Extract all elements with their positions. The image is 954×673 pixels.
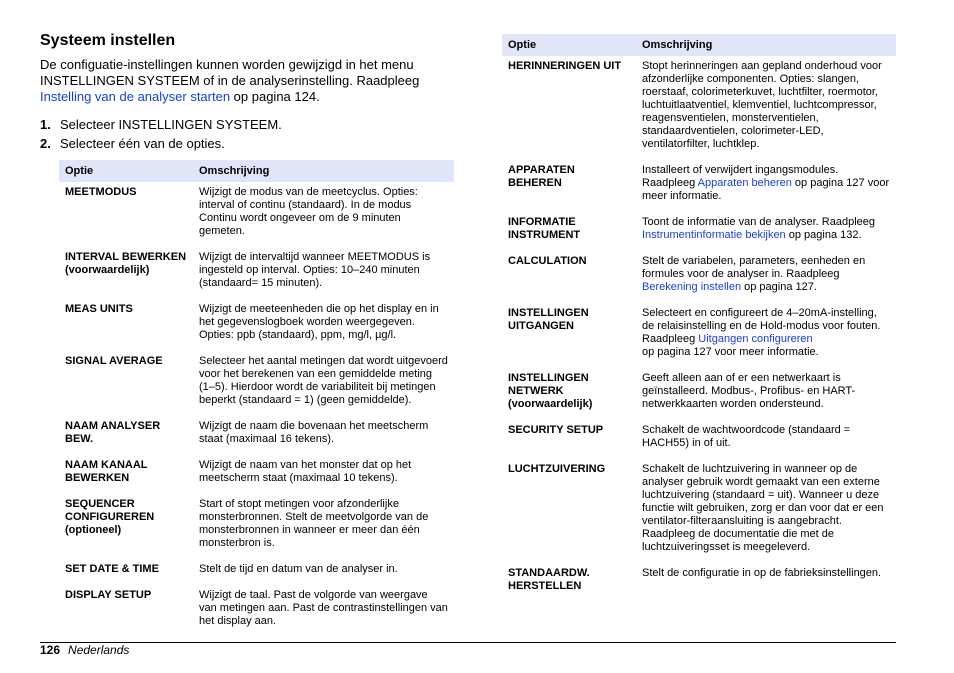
step-1 bbox=[40, 117, 282, 133]
table-row bbox=[59, 247, 454, 299]
cross-reference-link[interactable]: Uitgangen configureren bbox=[698, 333, 813, 345]
option-name: SET DATE & TIME bbox=[65, 563, 159, 575]
description-text-after: op pagina 132. bbox=[785, 229, 862, 241]
description-text-after: op pagina 127 voor meer informatie. bbox=[642, 177, 890, 202]
description-text: Selecteert en configureert de 4–20mA-instelling, de relaisinstelling en de Hold-modus voor fouten. Raadpleeg bbox=[642, 307, 881, 345]
table-row bbox=[59, 585, 454, 637]
description-text: Installeert of verwijdert ingangsmodules. Raadpleeg bbox=[642, 164, 839, 189]
footer-language: Nederlands bbox=[68, 643, 130, 657]
description-text: Stelt de variabelen, parameters, eenheden en formules voor de analyser in. Raadpleeg bbox=[642, 255, 866, 280]
table-row bbox=[59, 416, 454, 455]
options-table-left bbox=[59, 160, 454, 637]
header-option: Optie bbox=[59, 160, 193, 182]
cross-reference-link[interactable]: Apparaten beheren bbox=[697, 177, 792, 189]
table-row bbox=[502, 368, 896, 420]
option-description: Wijzigt de naam van het monster dat op het meetscherm staat (maximaal 10 tekens). bbox=[199, 459, 412, 484]
table-row bbox=[502, 563, 896, 602]
table-row bbox=[502, 420, 896, 459]
intro-text: De configuatie-instellingen kunnen worden gewijzigd in het menu INSTELLINGEN SYSTEEM of in de analyserinstelling. Raadpleeg bbox=[40, 57, 420, 88]
option-name: SEQUENCER CONFIGUREREN (optioneel) bbox=[65, 498, 155, 536]
step-number: 2. bbox=[40, 136, 51, 151]
table-header-row bbox=[502, 34, 896, 56]
header-description: Omschrijving bbox=[636, 34, 896, 56]
table-header-row bbox=[59, 160, 454, 182]
option-description bbox=[636, 160, 896, 212]
option-description bbox=[636, 303, 896, 368]
option-description bbox=[636, 212, 896, 251]
description-text: Toont de informatie van de analyser. Raadpleeg bbox=[642, 216, 875, 228]
cross-reference-link[interactable]: Berekening instellen bbox=[642, 281, 742, 293]
table-row bbox=[502, 459, 896, 563]
step-text: Selecteer INSTELLINGEN SYSTEEM. bbox=[60, 117, 282, 132]
option-name: STANDAARDW. HERSTELLEN bbox=[508, 567, 590, 592]
header-option: Optie bbox=[502, 34, 636, 56]
option-name: INTERVAL BEWERKEN (voorwaardelijk) bbox=[65, 251, 187, 276]
intro-paragraph bbox=[40, 57, 440, 105]
option-description: Schakelt de luchtzuivering in wanneer op de analyser gebruik wordt gemaakt van een externe luchtzuivering (standaard = uit). Wanneer u deze functie wilt gebruiken, zorg er dan voor dat er een ventilator-filteraansluiting is aangebracht. Raadpleeg de documentatie die met de luchtzuiveringsset is meegeleverd. bbox=[642, 463, 884, 553]
option-name: INSTELLINGEN NETWERK (voorwaardelijk) bbox=[508, 372, 593, 410]
table-row bbox=[502, 303, 896, 368]
page-footer bbox=[40, 643, 129, 657]
table-row bbox=[59, 299, 454, 351]
option-description: Wijzigt de naam die bovenaan het meetscherm staat (maximaal 16 tekens). bbox=[199, 420, 429, 445]
table-row bbox=[502, 251, 896, 303]
options-table-right bbox=[502, 34, 896, 602]
option-description: Wijzigt de meeteenheden die op het display en in het gegevenslogboek worden weergegeven. Opties: ppb (standaard), ppm, mg/l, µg/l. bbox=[199, 303, 439, 341]
option-name: MEETMODUS bbox=[65, 186, 137, 198]
table-row bbox=[59, 455, 454, 494]
option-name: INFORMATIE INSTRUMENT bbox=[508, 216, 581, 241]
option-description: Stopt herinneringen aan gepland onderhoud voor afzonderlijke componenten. Opties: slangen, roerstaaf, colorimeterkuvet, luchtfilter, roermotor, luchtuitlaatventiel, klemventiel, luchtcompressor, reagensventielen, monsterventielen, standaardventielen, colorimeter-LED, ventilatorfilter, luchtklep. bbox=[642, 60, 882, 150]
step-2 bbox=[40, 136, 225, 152]
cross-reference-link[interactable]: Instrumentinformatie bekijken bbox=[642, 229, 786, 241]
option-name: NAAM KANAAL BEWERKEN bbox=[65, 459, 148, 484]
intro-text-after: op pagina 124. bbox=[230, 89, 320, 104]
table-row bbox=[59, 351, 454, 416]
option-name: NAAM ANALYSER BEW. bbox=[65, 420, 161, 445]
option-name: DISPLAY SETUP bbox=[65, 589, 152, 601]
table-row bbox=[502, 56, 896, 160]
option-name: APPARATEN BEHEREN bbox=[508, 164, 575, 189]
option-name: SECURITY SETUP bbox=[508, 424, 604, 436]
option-name: SIGNAL AVERAGE bbox=[65, 355, 163, 367]
step-number: 1. bbox=[40, 117, 51, 132]
page-title: Systeem instellen bbox=[40, 32, 176, 49]
option-description: Stelt de tijd en datum van de analyser in. bbox=[199, 563, 398, 575]
option-name: HERINNERINGEN UIT bbox=[508, 60, 622, 72]
table-row bbox=[502, 212, 896, 251]
description-text-after: op pagina 127 voor meer informatie. bbox=[642, 346, 819, 358]
table-row bbox=[59, 494, 454, 559]
option-description: Wijzigt de taal. Past de volgorde van weergave van metingen aan. Past de contrastinstellingen van het display aan. bbox=[199, 589, 448, 627]
option-description: Stelt de configuratie in op de fabrieksinstellingen. bbox=[642, 567, 882, 579]
option-description bbox=[636, 251, 896, 303]
footer-divider bbox=[40, 642, 896, 643]
table-row bbox=[59, 559, 454, 585]
table-row bbox=[59, 182, 454, 247]
intro-link[interactable]: Instelling van de analyser starten bbox=[40, 89, 231, 104]
option-description: Schakelt de wachtwoordcode (standaard = HACH55) in of uit. bbox=[642, 424, 851, 449]
option-description: Geeft alleen aan of er een netwerkaart is geïnstalleerd. Modbus-, Profibus- en HART-netwerkkaarten worden ondersteund. bbox=[642, 372, 856, 410]
option-name: MEAS UNITS bbox=[65, 303, 133, 315]
option-description: Wijzigt de modus van de meetcyclus. Opties: interval of continu (standaard). In de modus Continu wordt ongeveer om de 9 minuten gemeten. bbox=[199, 186, 418, 237]
option-description: Start of stopt metingen voor afzonderlijke monsterbronnen. Stelt de meetvolgorde van de monsterbronnen in wanneer er meer dan één monsterbron is. bbox=[199, 498, 429, 549]
option-description: Wijzigt de intervaltijd wanneer MEETMODUS is ingesteld op interval. Opties: 10–240 minuten (standaard= 15 minuten). bbox=[199, 251, 431, 289]
option-name: CALCULATION bbox=[508, 255, 587, 267]
table-row bbox=[502, 160, 896, 212]
header-description: Omschrijving bbox=[193, 160, 454, 182]
description-text-after: op pagina 127. bbox=[741, 281, 817, 293]
option-name: LUCHTZUIVERING bbox=[508, 463, 606, 475]
step-text: Selecteer één van de opties. bbox=[60, 136, 225, 151]
option-description: Selecteer het aantal metingen dat wordt uitgevoerd voor het berekenen van een gemiddelde meting (1–5). Hierdoor wordt de variabiliteit bij metingen beperkt (standaard = 1) (geen gemiddelde). bbox=[199, 355, 448, 406]
page-number: 126 bbox=[40, 643, 61, 657]
option-name: INSTELLINGEN UITGANGEN bbox=[508, 307, 589, 332]
